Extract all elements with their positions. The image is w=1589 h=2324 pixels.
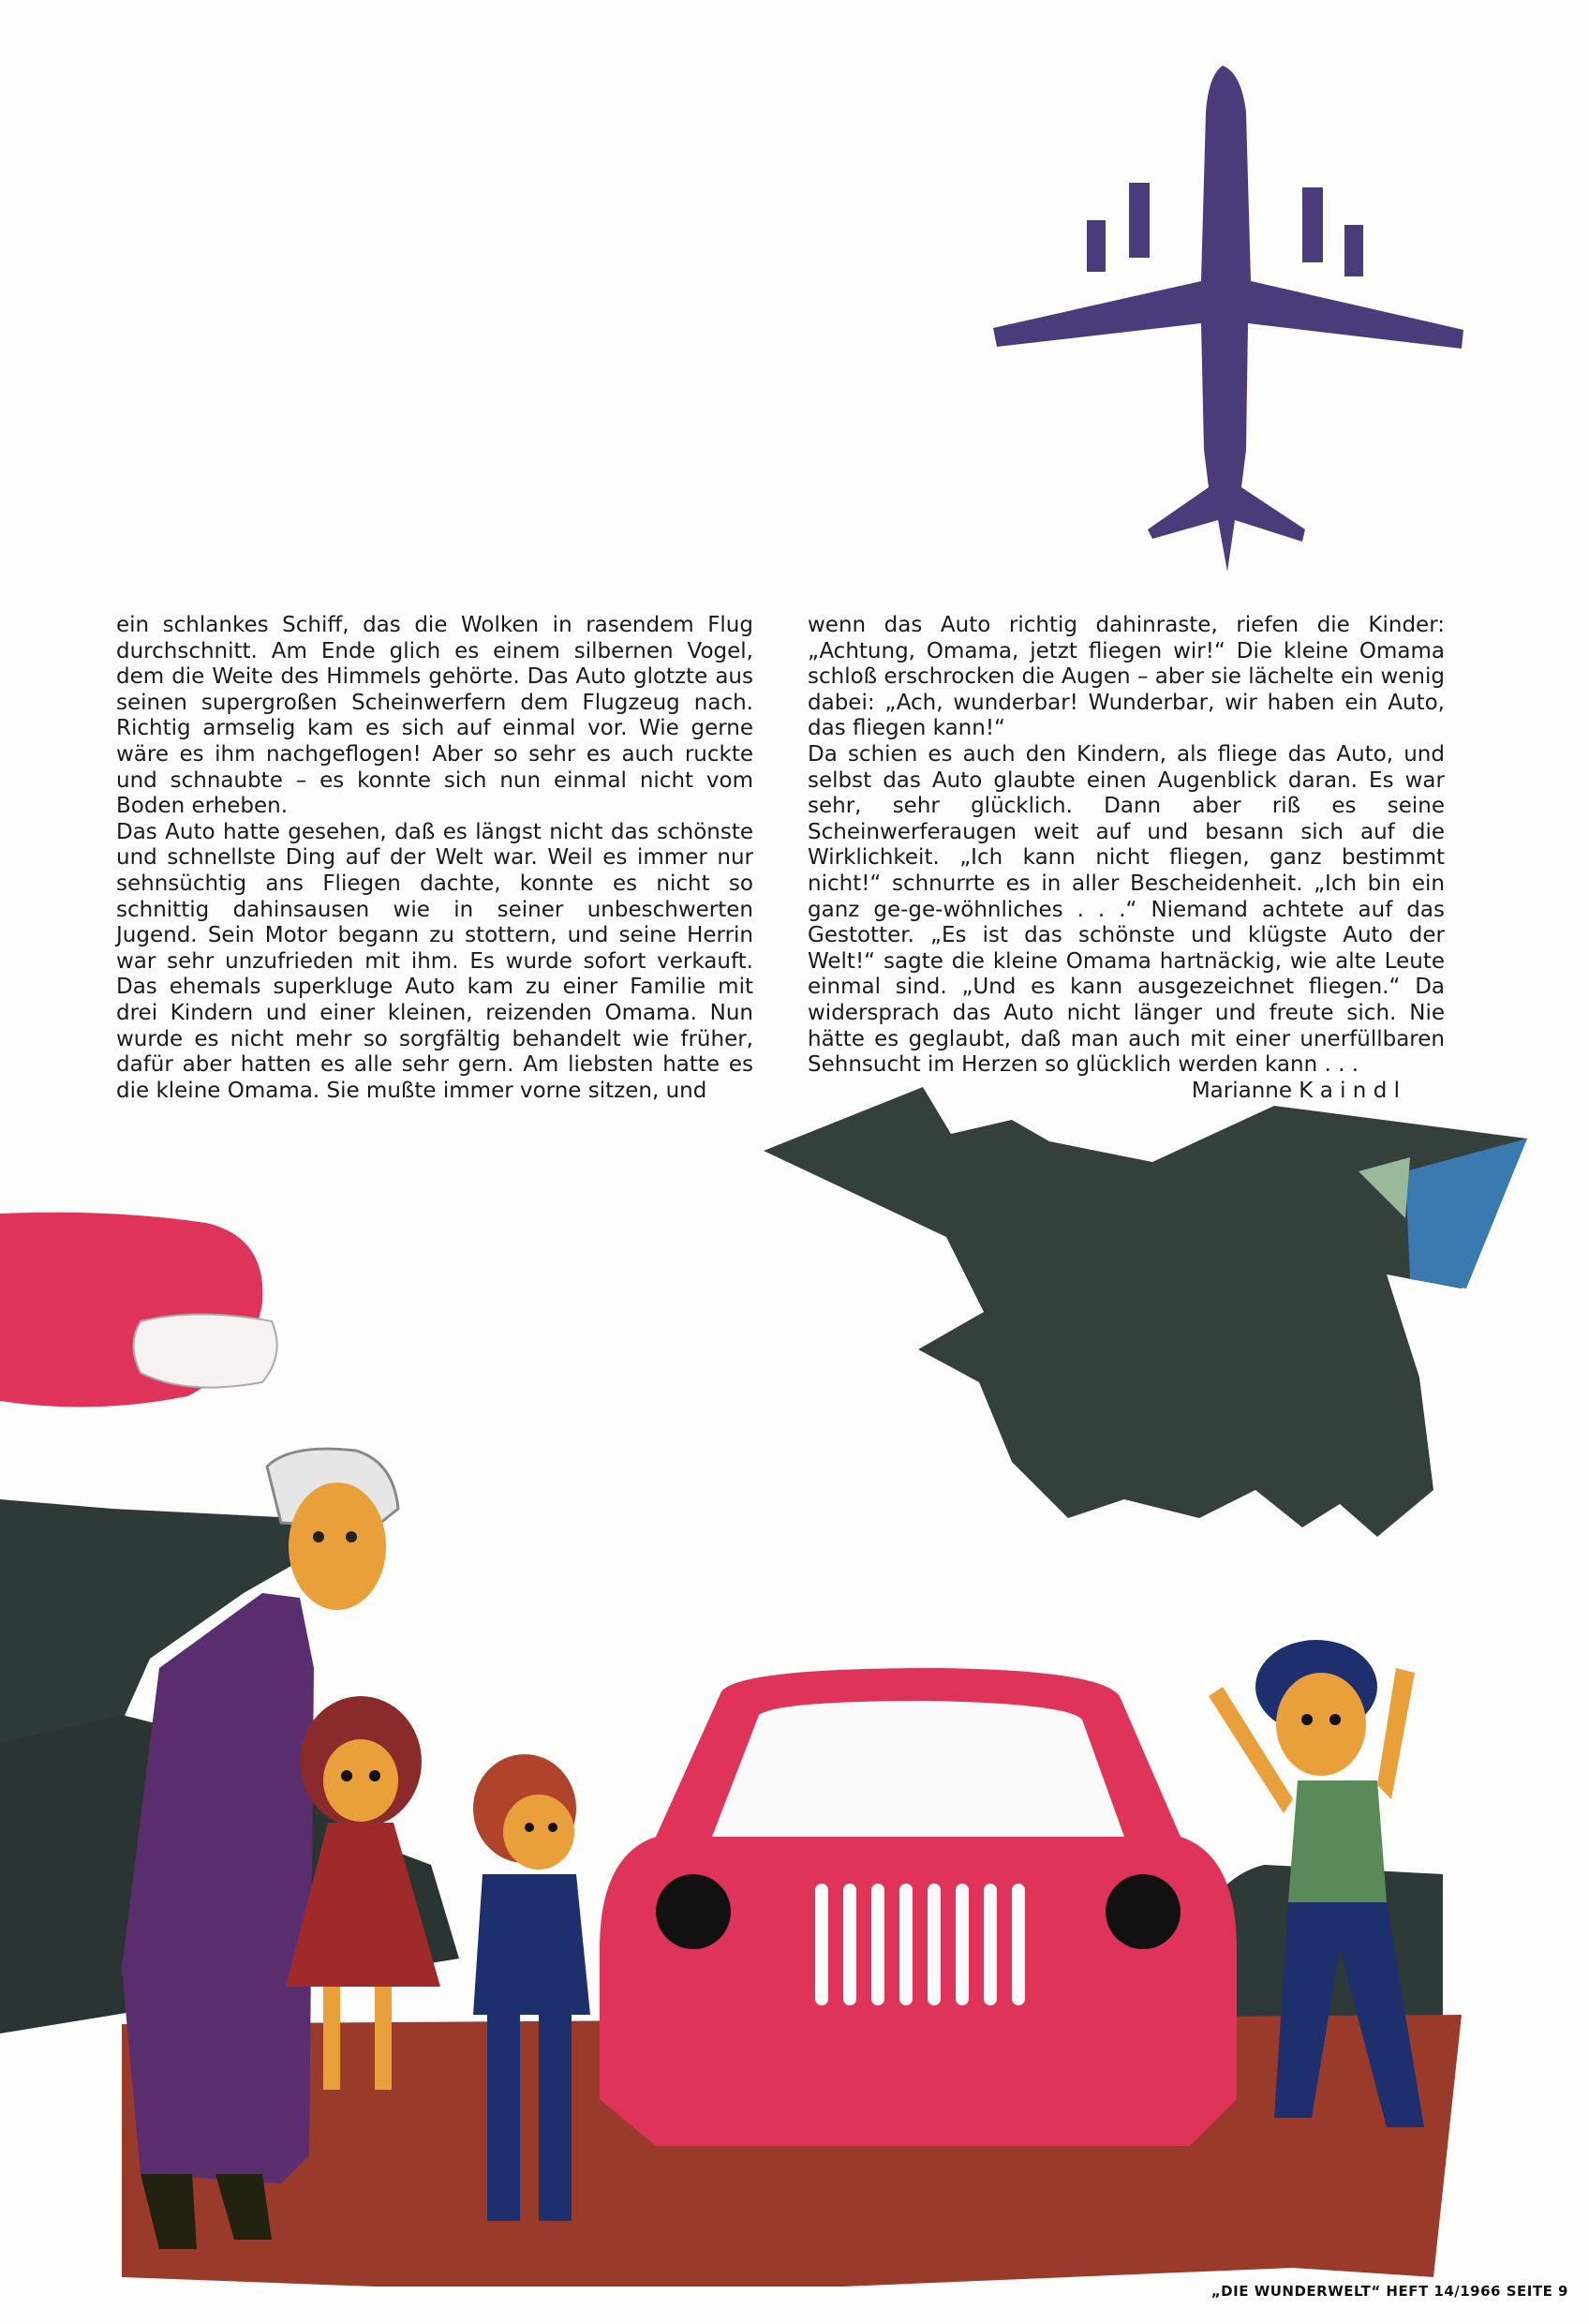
pink-blob-illustration (0, 1213, 277, 1408)
car-illustration (600, 1668, 1237, 2146)
left-paragraph-2: Das Auto hatte gesehen, daß es längst nicht das schönste und schnellste Ding auf der Welt war. Weil es immer nur sehnsüchtig ans Fliegen dachte, konnte es nicht so schnittig dahinsausen wie in seiner unbeschwerten Jugend. Sein Motor begann zu stottern, und seine Herrin war sehr unzufrieden mit ihm. Es wurde sofort verkauft. Das ehemals superkluge Auto kam zu einer Familie mit drei Kindern und einer kleinen, reizenden Omama. Nun wurde es nicht mehr so sorgfältig behandelt wie früher, dafür aber hatten es alle sehr gern. Am liebsten hatte es die kleine Omama. Sie mußte immer vorne sitzen, und (116, 819, 753, 1103)
right-text-column (808, 613, 1445, 1104)
right-paragraph-1: wenn das Auto richtig dahinraste, riefen die Kinder: „Achtung, Omama, jetzt fliegen wir!“ Die kleine Omama schloß erschrocken die Augen – aber sie lächelte ein wenig dabei: „Ach, wunderbar! Wunderbar, wir haben ein Auto, das fliegen kann!“ (808, 613, 1445, 741)
left-paragraph-1: ein schlankes Schiff, das die Wolken in rasendem Flug durchschnitt. Am Ende glich es einem silbernen Vogel, dem die Weite des Himmels gehörte. Das Auto glotzte aus seinen supergroßen Scheinwerfern dem Flugzeug nach. Richtig armselig kam es sich auf einmal vor. Wie gerne wäre es ihm nachgeflogen! Aber so sehr es auch ruckte und schnaubte – es konnte sich nun einmal nicht vom Boden erheben. (116, 613, 753, 819)
airplane-illustration (993, 66, 1463, 572)
mountain-illustration (764, 1087, 1527, 1537)
page-footer: „DIE WUNDERWELT“ HEFT 14/1966 SEITE 9 (1210, 2283, 1568, 2300)
author-signature: Marianne K a i n d l (1191, 1078, 1400, 1103)
right-paragraph-2: Da schien es auch den Kindern, als fliege das Auto, und selbst das Auto glaubte einen Augenblick daran. Es war sehr, sehr glücklich. Dann aber riß es seine Scheinwerferaugen weit auf und besann sich auf die Wirklichkeit. „Ich kann nicht fliegen, ganz bestimmt nicht!“ schnurrte es in aller Bescheidenheit. „Ich bin ein ganz ge-ge-wöhnliches . . .“ Niemand achtete auf das Gestotter. „Es ist das schönste und klügste Auto der Welt!“ sagte die kleine Omama hartnäckig, wie alte Leute einmal sind. „Und es kann ausgezeichnet fliegen.“ Da widersprach das Auto nicht länger und freute sich. Nie hätte es geglaubt, daß man auch mit einer unerfüllbaren Sehnsucht im Herzen so glücklich werden kann . . . (808, 741, 1445, 1078)
left-text-column (116, 613, 753, 1104)
